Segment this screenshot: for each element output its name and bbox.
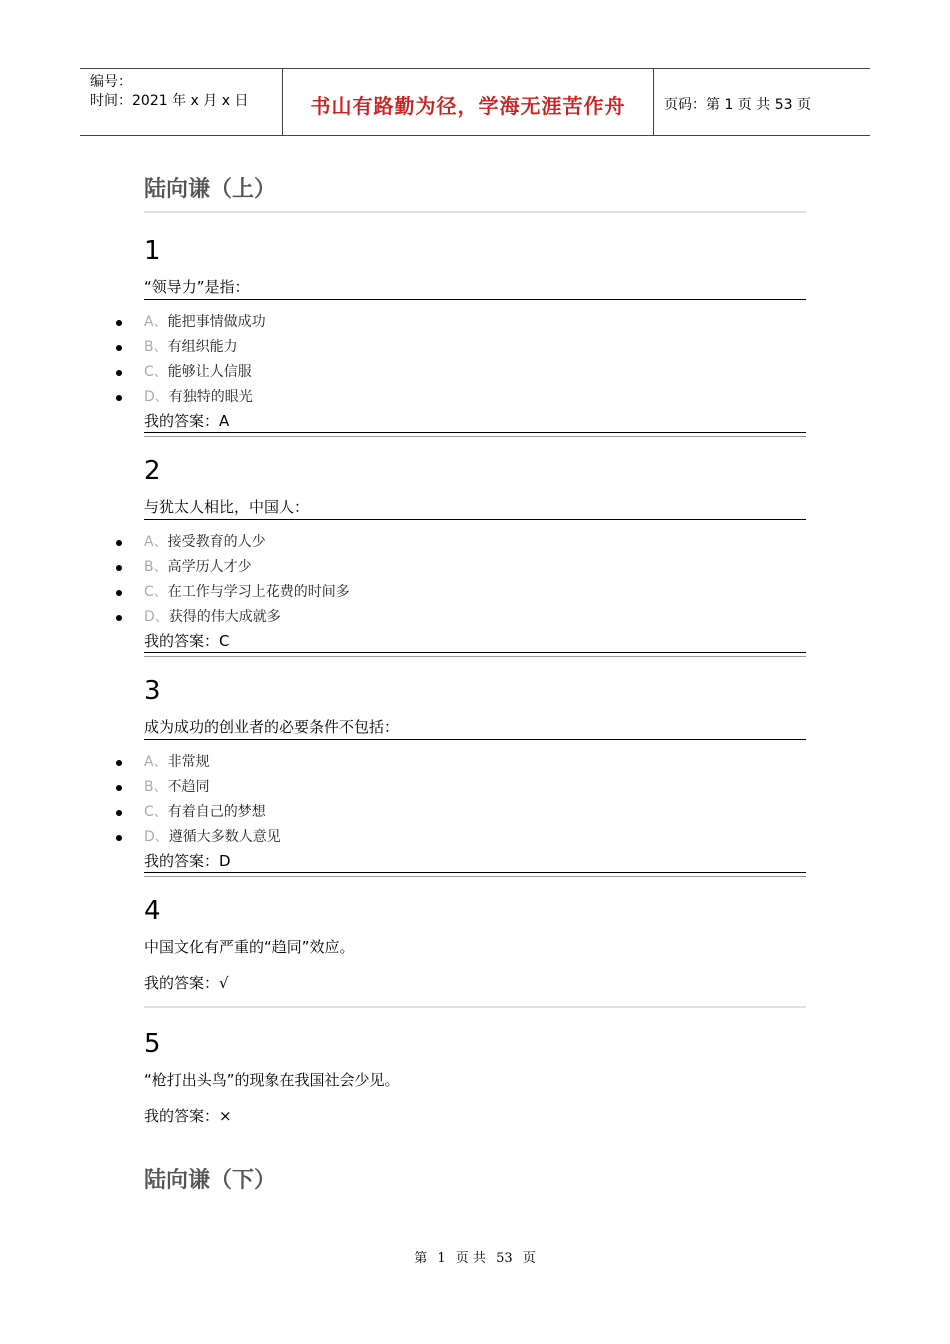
my-answer: 我的答案：D <box>144 851 806 873</box>
option-d[interactable] <box>144 605 806 630</box>
divider <box>144 873 806 877</box>
option-d[interactable] <box>144 385 806 410</box>
option-text: 高学历人才少 <box>167 559 252 575</box>
quiz-content <box>144 172 806 1202</box>
divider <box>144 994 806 1008</box>
my-answer: 我的答案：√ <box>144 974 229 992</box>
option-d[interactable] <box>144 825 806 850</box>
option-a[interactable] <box>144 530 806 555</box>
section-title-upper: 陆向谦（上） <box>144 172 806 213</box>
option-a[interactable] <box>144 310 806 335</box>
footer-mid: 页 共 <box>455 1251 486 1266</box>
option-text: 获得的伟大成就多 <box>168 609 281 625</box>
option-text: 遵循大多数人意见 <box>168 829 281 845</box>
option-list <box>144 310 806 410</box>
option-list <box>144 750 806 850</box>
question-number: 3 <box>144 676 161 706</box>
my-answer: 我的答案：A <box>144 411 806 433</box>
question-text: 成为成功的创业者的必要条件不包括： <box>144 717 806 740</box>
option-letter: A、 <box>144 754 168 770</box>
question-text: 与犹太人相比，中国人： <box>144 497 806 520</box>
question-text: 中国文化有严重的“趋同”效应。 <box>144 938 355 956</box>
my-answer: 我的答案：C <box>144 631 806 653</box>
header-meta <box>80 69 282 135</box>
option-letter: C、 <box>144 584 168 600</box>
page-footer <box>0 1247 950 1266</box>
option-b[interactable] <box>144 335 806 360</box>
motto: 书山有路勤为径，学海无涯苦作舟 <box>310 93 626 118</box>
header-motto-cell <box>282 69 654 135</box>
option-b[interactable] <box>144 555 806 580</box>
option-text: 接受教育的人少 <box>167 534 266 550</box>
option-letter: B、 <box>144 559 168 575</box>
question-1 <box>144 235 806 437</box>
option-letter: D、 <box>144 829 169 845</box>
option-letter: B、 <box>144 339 168 355</box>
question-3 <box>144 675 806 877</box>
option-letter: D、 <box>144 609 169 625</box>
option-text: 不趋同 <box>167 779 210 795</box>
option-letter: C、 <box>144 804 168 820</box>
option-b[interactable] <box>144 775 806 800</box>
question-number: 5 <box>144 1029 161 1059</box>
option-list <box>144 530 806 630</box>
footer-total: 53 <box>496 1251 513 1266</box>
section-title-lower: 陆向谦（下） <box>144 1167 277 1193</box>
option-text: 在工作与学习上花费的时间多 <box>167 584 350 600</box>
option-letter: D、 <box>144 389 169 405</box>
question-text: “领导力”是指： <box>144 277 806 300</box>
option-letter: A、 <box>144 534 168 550</box>
option-text: 能够让人信服 <box>167 364 252 380</box>
option-text: 有组织能力 <box>167 339 238 355</box>
option-c[interactable] <box>144 360 806 385</box>
question-4 <box>144 895 806 1008</box>
option-letter: A、 <box>144 314 168 330</box>
my-answer: 我的答案：× <box>144 1107 232 1125</box>
option-a[interactable] <box>144 750 806 775</box>
option-c[interactable] <box>144 800 806 825</box>
footer-prefix: 第 <box>414 1251 428 1266</box>
question-5 <box>144 1028 806 1127</box>
option-c[interactable] <box>144 580 806 605</box>
footer-page-number: 1 <box>437 1251 446 1266</box>
page-label: 页码：第 1 页 共 53 页 <box>664 97 811 113</box>
header-page-cell <box>654 69 870 135</box>
question-2 <box>144 455 806 657</box>
option-letter: C、 <box>144 364 168 380</box>
divider <box>144 433 806 437</box>
number-label: 编号： <box>90 74 132 90</box>
footer-suffix: 页 <box>522 1251 536 1266</box>
option-letter: B、 <box>144 779 168 795</box>
divider <box>144 653 806 657</box>
time-label: 时间：2021 年 x 月 x 日 <box>90 93 249 109</box>
option-text: 非常规 <box>167 754 210 770</box>
question-number: 4 <box>144 896 161 926</box>
option-text: 有着自己的梦想 <box>167 804 266 820</box>
question-number: 2 <box>144 456 161 486</box>
document-header <box>80 68 870 136</box>
question-number: 1 <box>144 236 161 266</box>
option-text: 有独特的眼光 <box>168 389 253 405</box>
question-text: “枪打出头鸟”的现象在我国社会少见。 <box>144 1071 400 1089</box>
option-text: 能把事情做成功 <box>167 314 266 330</box>
